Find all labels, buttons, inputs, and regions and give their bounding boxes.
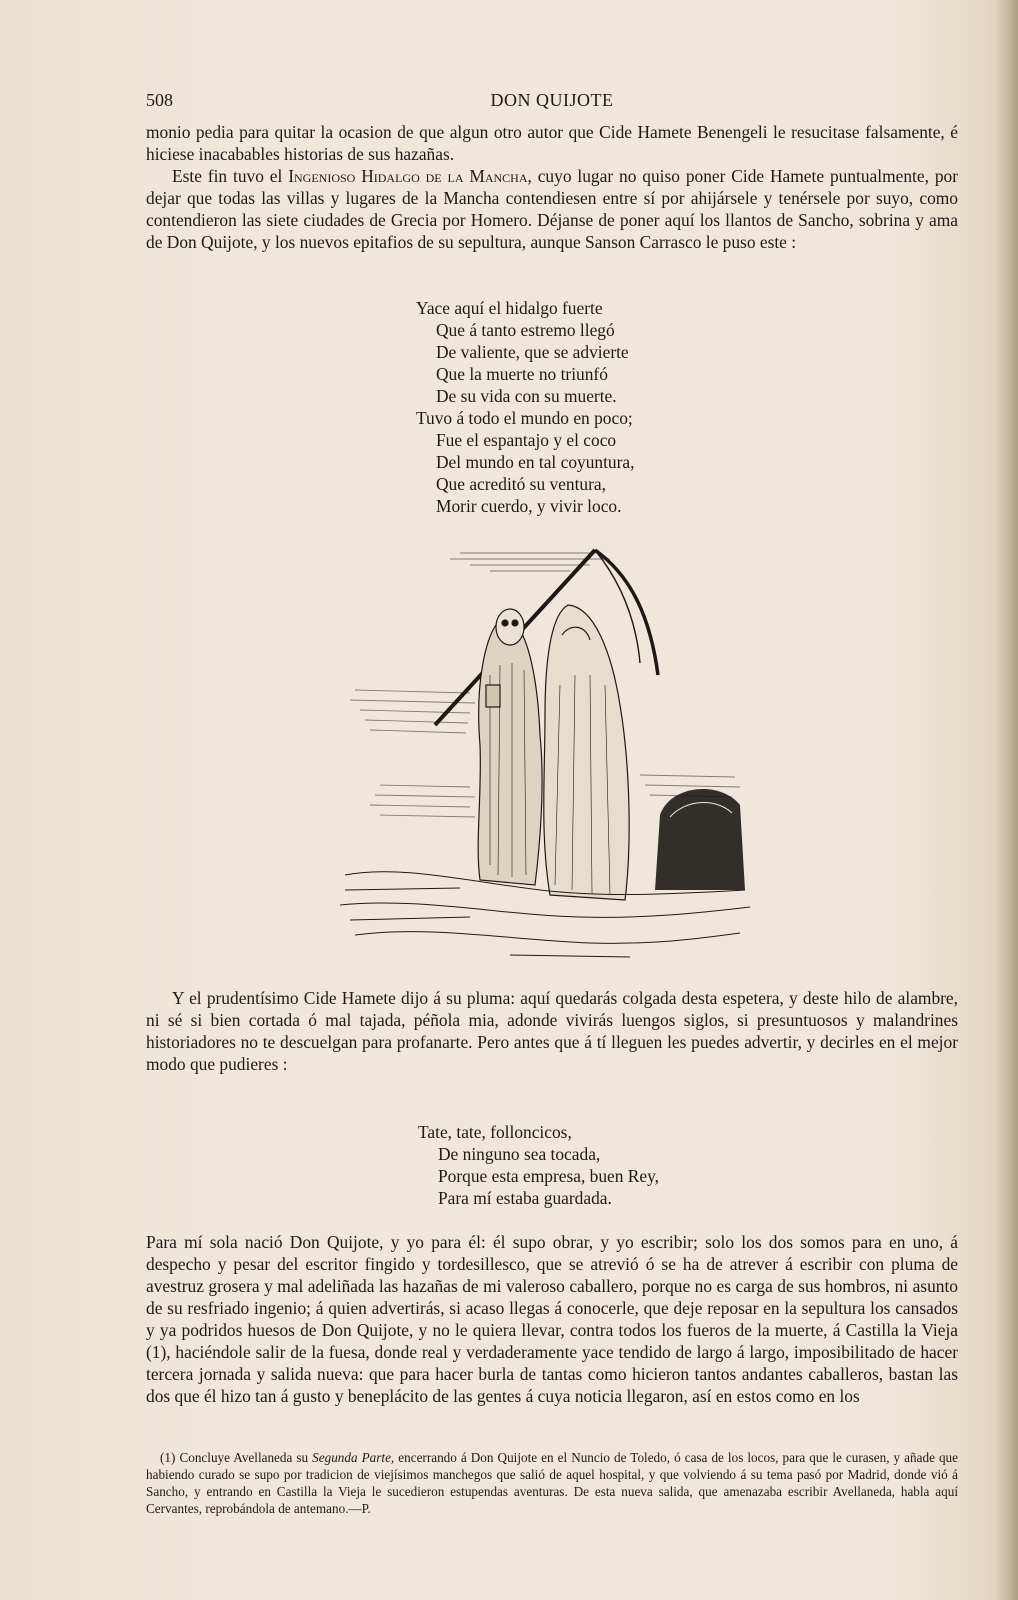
paragraph-este-fin: Este fin tuvo el Ingenioso Hidalgo de la Mancha, cuyo lugar no quiso poner Cide Hamete puntualmente, por dejar que todas las villas y lugares de la Mancha contendiesen entre sí por ahijársele y tenérsele por suyo, como contendieron las siete ciudades de Grecia por Homero. Déjanse de poner aquí los llantos de Sancho, sobrina y ama de Don Quijote, y los nuevos epitafios de su sepultura, aunque Sanson Carrasco le puso este :	[146, 166, 958, 252]
paragraph-cide-hamete: Y el prudentísimo Cide Hamete dijo á su pluma: aquí quedarás colgada desta espetera, y deste hilo de alambre, ni sé si bien cortada ó mal tajada, péñola mia, adonde vivirás luengos siglos, si presuntuosos y malandrines historiadores no te descuelgan para profanarte. Pero antes que á tí lleguen les puedes advertir, y decirles en el mejor modo que pudieres :	[146, 988, 958, 1074]
poem-line: Del mundo en tal coyuntura,	[436, 452, 635, 472]
poem-line: Que acreditó su ventura,	[436, 474, 606, 494]
text-block-bottom	[146, 1231, 958, 1407]
text-block-top	[146, 121, 958, 253]
running-title: DON QUIJOTE	[490, 90, 614, 110]
poem-line: Fue el espantajo y el coco	[436, 430, 617, 450]
book-title: Ingenioso Hidalgo de la Mancha	[288, 166, 528, 186]
poem-line: Para mí estaba guardada.	[438, 1188, 612, 1208]
poem-line: De ninguno sea tocada,	[438, 1144, 601, 1164]
poem-line: Que á tanto estremo llegó	[436, 320, 615, 340]
poem-line: De valiente, que se advierte	[436, 342, 629, 362]
death-engraving-illustration	[340, 545, 760, 970]
footnote-marker: (1)	[160, 1450, 176, 1465]
page-edge-shadow	[996, 0, 1018, 1600]
epitaph-poem	[416, 297, 635, 517]
text-block-middle	[146, 987, 958, 1075]
poem-line: Porque esta empresa, buen Rey,	[438, 1166, 660, 1186]
page-number: 508	[146, 90, 173, 110]
footnote-italic-title: Segunda Parte,	[312, 1450, 395, 1465]
page-header	[146, 90, 958, 114]
paragraph-continued: monio pedia para quitar la ocasion de que algun otro autor que Cide Hamete Benengeli le resucitase falsamente, é hiciese inacabables historias de sus hazañas.	[146, 122, 958, 164]
poem-line: Morir cuerdo, y vivir loco.	[436, 496, 622, 516]
poem-line: Yace aquí el hidalgo fuerte	[416, 298, 603, 318]
poem-line: Tate, tate, folloncicos,	[418, 1122, 572, 1142]
paragraph-para-mi-sola: Para mí sola nació Don Quijote, y yo para él: él supo obrar, y yo escribir; solo los dos somos para en uno, á despecho y pesar del escritor fingido y tordesillesco, que se atrevió ó se ha de atrever á escribir con pluma de avestruz grosera y mal adeliñada las hazañas de mi valeroso caballero, porque no es carga de sus hombros, ni asunto de su resfriado ingenio; á quien advertirás, si acaso llegas á conocerle, que deje reposar en la sepultura los cansados y ya podridos huesos de Don Quijote, y no le quiera llevar, contra todos los fueros de la muerte, á Castilla la Vieja (1), haciéndole salir de la fuesa, donde real y verdaderamente yace tendido de largo á largo, imposibilitado de hacer tercera jornada y salida nueva: que para hacer burla de tantas como hicieron tantos andantes caballeros, bastan las dos que él hizo tan á gusto y beneplácito de las gentes á cuya noticia llegaron, así en estos como en los	[146, 1232, 958, 1406]
poem-line: Tuvo á todo el mundo en poco;	[416, 408, 633, 428]
verse-tate	[418, 1121, 659, 1209]
poem-line: Que la muerte no triunfó	[436, 364, 608, 384]
footnote: (1) Concluye Avellaneda su Segunda Parte, encerrando á Don Quijote en el Nuncio de Toledo, ó casa de los locos, para que le curasen, y añade que habiendo curado se supo por tradicion de viejísimos manchegos que salió de aquel hospital, y que volviendo á su tema pasó por Madrid, donde vió á Sancho, y entrando en Castilla la Vieja le sucedieron estupendas aventuras. De esta nueva salida, que amenazaba escribir Avellaneda, habla aquí Cervantes, reprobándola de antemano.—P.	[146, 1450, 959, 1516]
poem-line: De su vida con su muerte.	[436, 386, 617, 406]
